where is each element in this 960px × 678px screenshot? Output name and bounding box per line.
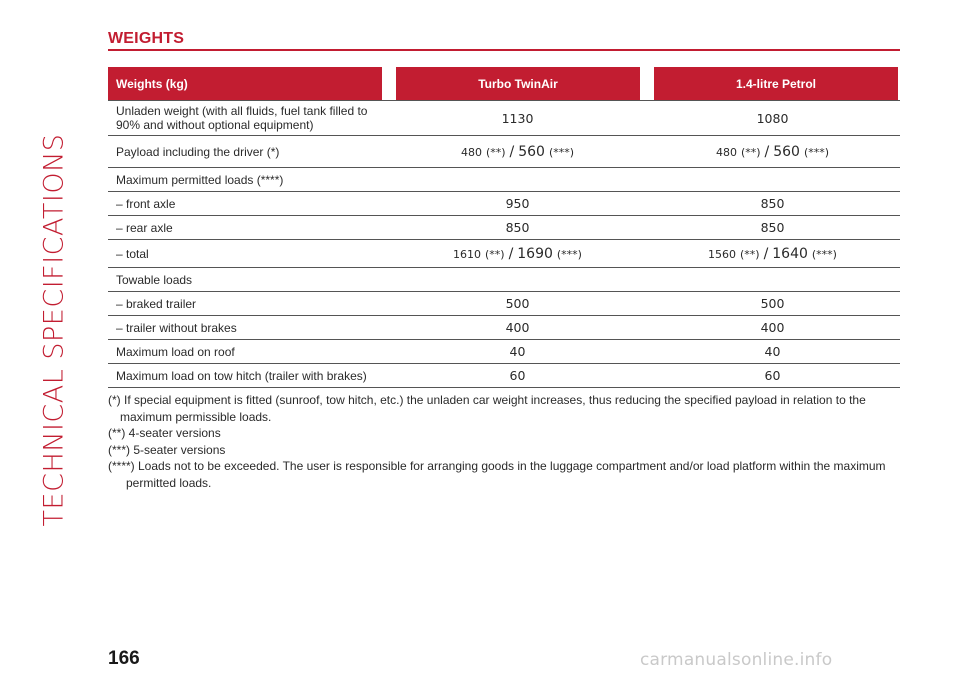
title-underline <box>108 49 900 51</box>
value-turbo: 480 (**) / 560 (***) <box>460 143 575 160</box>
table-row <box>108 268 900 292</box>
watermark: carmanualsonline.info <box>640 650 833 670</box>
value-turbo: 40 <box>509 344 526 359</box>
table-row <box>108 340 900 364</box>
value-petrol: 500 <box>760 296 785 311</box>
value-turbo: 400 <box>505 320 530 335</box>
row-label: Towable loads <box>116 272 193 287</box>
row-label: Maximum load on roof <box>116 344 235 359</box>
row-label: Payload including the driver (*) <box>116 144 280 159</box>
table-row <box>108 216 900 240</box>
value-petrol: 1080 <box>756 110 789 126</box>
value-petrol: 480 (**) / 560 (***) <box>715 143 830 160</box>
table-row <box>108 168 900 192</box>
weights-table <box>108 67 900 388</box>
row-label: – rear axle <box>116 220 173 235</box>
table-header <box>108 67 900 100</box>
header-petrol: 1.4-litre Petrol <box>654 67 898 100</box>
value-petrol: 40 <box>764 344 781 359</box>
table-row <box>108 136 900 168</box>
value-petrol: 850 <box>760 196 785 211</box>
table-row <box>108 316 900 340</box>
value-petrol: 1560 (**) / 1640 (***) <box>708 245 837 262</box>
table-row <box>108 240 900 268</box>
table-row <box>108 292 900 316</box>
row-label: – braked trailer <box>116 296 197 311</box>
row-label: – total <box>116 246 149 261</box>
value-turbo: 950 <box>505 196 530 211</box>
footnote: (****) Loads not to be exceeded. The user is responsible for arranging goods in the luggage compartment and/or load platform within the maximum permitted loads. <box>108 459 886 490</box>
table-row <box>108 192 900 216</box>
header-weights: Weights (kg) <box>108 67 382 100</box>
value-turbo: 60 <box>509 368 526 383</box>
table-row <box>108 100 900 136</box>
row-label: Maximum load on tow hitch (trailer with brakes) <box>116 368 367 383</box>
row-label: Unladen weight (with all fluids, fuel tank filled to 90% and without optional equipment) <box>116 104 368 132</box>
footnote: (**) 4-seater versions <box>108 426 221 440</box>
section-title: WEIGHTS <box>108 30 185 47</box>
chapter-side-title: TECHNICAL SPECIFICATIONS <box>38 133 70 527</box>
row-label: – trailer without brakes <box>116 320 237 335</box>
row-label: – front axle <box>116 196 176 211</box>
footnote: (***) 5-seater versions <box>108 442 226 457</box>
value-turbo: 500 <box>505 296 530 311</box>
value-turbo: 1130 <box>501 110 534 126</box>
row-label: Maximum permitted loads (****) <box>116 172 284 187</box>
footnote: (*) If special equipment is fitted (sunroof, tow hitch, etc.) the unladen car weight increases, thus reducing the specified payload in relation to the maximum permissible loads. <box>108 393 866 424</box>
value-turbo: 1610 (**) / 1690 (***) <box>453 245 582 262</box>
value-petrol: 400 <box>760 320 785 335</box>
table-row <box>108 364 900 388</box>
value-petrol: 850 <box>760 220 785 235</box>
value-petrol: 60 <box>764 368 781 383</box>
page-number: 166 <box>108 648 140 669</box>
value-turbo: 850 <box>505 220 530 235</box>
header-turbo-twinair: Turbo TwinAir <box>396 67 640 100</box>
footnotes <box>108 392 898 491</box>
